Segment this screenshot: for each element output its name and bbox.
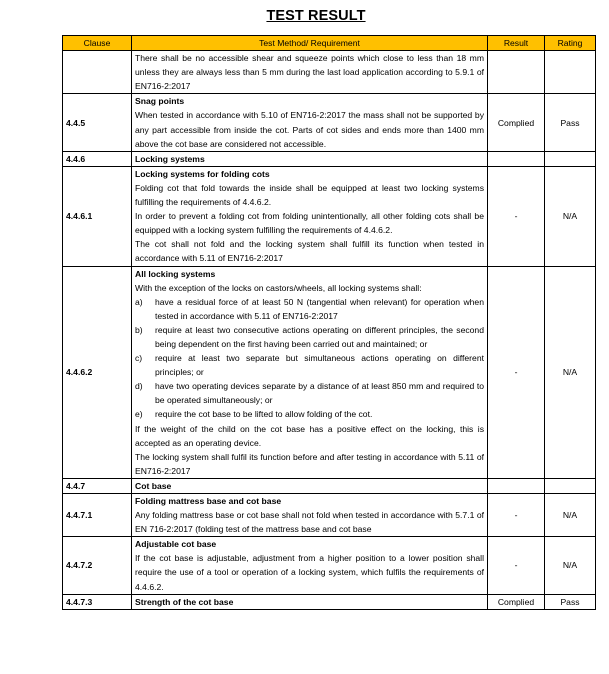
table-row xyxy=(63,478,596,493)
table-row xyxy=(63,494,596,537)
requirement-text: Any folding mattress base or cot base shall not fold when tested in accordance with 5.7.1 of EN 716-2:2017 (folding test of the mattress base and cot base xyxy=(135,510,484,535)
clause-header: Clause xyxy=(63,36,132,51)
requirement-heading: Folding mattress base and cot base xyxy=(135,496,282,506)
requirement-heading: All locking systems xyxy=(135,268,216,279)
result-cell: - xyxy=(488,494,545,537)
requirement-text: The locking system shall fulfil its function before and after testing in accordance with 5.11 of EN716-2:2017 xyxy=(135,451,484,476)
requirement-text: In order to prevent a folding cot from folding unintentionally, all other folding cots shall be equipped with a locking system fulfilling the requirements of 4.4.6.2. xyxy=(135,211,484,236)
table-row xyxy=(63,166,596,266)
requirement-heading: Adjustable cot base xyxy=(135,539,217,550)
requirement-cell xyxy=(132,494,488,537)
requirement-cell xyxy=(132,166,488,266)
requirement-cell xyxy=(132,478,488,493)
method-header: Test Method/ Requirement xyxy=(132,36,488,51)
clause-cell: 4.4.6.2 xyxy=(63,266,132,478)
list-item-text: have a residual force of at least 50 N (tangential when relevant) for operation when tested in accordance with 5.11 of EN716-2:2017 xyxy=(155,296,484,321)
rating-cell xyxy=(545,51,596,94)
clause-cell: 4.4.6 xyxy=(63,151,132,166)
requirement-cell xyxy=(132,537,488,594)
table-header-row xyxy=(63,36,596,51)
table-row xyxy=(63,51,596,94)
rating-cell: N/A xyxy=(545,494,596,537)
table-row xyxy=(63,94,596,151)
requirement-heading: Locking systems xyxy=(135,153,205,164)
table-row xyxy=(63,537,596,594)
requirement-heading: Locking systems for folding cots xyxy=(135,168,270,179)
rating-cell xyxy=(545,478,596,493)
rating-cell: N/A xyxy=(545,266,596,478)
rating-cell xyxy=(545,151,596,166)
list-item-text: require at least two consecutive actions operating on different principles, the second being dependent on the first having been carried out and maintained; or xyxy=(155,324,484,349)
list-marker: c) xyxy=(135,353,143,364)
list-item-text: require at least two separate but simultaneous actions operating on different principles; or xyxy=(155,353,484,378)
requirement-cell xyxy=(132,51,488,94)
requirement-cell xyxy=(132,594,488,609)
clause-cell: 4.4.5 xyxy=(63,94,132,151)
clause-cell: 4.4.7 xyxy=(63,478,132,493)
requirement-text: When tested in accordance with 5.10 of EN716-2:2017 the mass shall not be supported by any part accessible from inside the cot. Parts of cot sides and ends more than 1400 mm above the cot base are considered not accessible. xyxy=(135,110,484,149)
list-item xyxy=(135,323,484,351)
rating-cell: Pass xyxy=(545,594,596,609)
result-cell: - xyxy=(488,266,545,478)
rating-cell: Pass xyxy=(545,94,596,151)
table-row xyxy=(63,151,596,166)
requirement-cell xyxy=(132,151,488,166)
requirement-text: There shall be no accessible shear and squeeze points which close to less than 18 mm unless they are always less than 5 mm during the last load application according to 5.9.1 of EN716-2:2017 xyxy=(135,53,484,92)
list-marker: b) xyxy=(135,324,143,335)
list-item-text: have two operating devices separate by a distance of at least 850 mm and required to be operated simultaneously; or xyxy=(155,381,484,406)
requirement-text: If the weight of the child on the cot base has a positive effect on the locking, this is accepted as an operating device. xyxy=(135,423,484,448)
clause-cell: 4.4.7.3 xyxy=(63,594,132,609)
rating-cell: N/A xyxy=(545,166,596,266)
rating-cell: N/A xyxy=(545,537,596,594)
table-row xyxy=(63,266,596,478)
requirement-heading: Snag points xyxy=(135,96,185,107)
list-marker: e) xyxy=(135,409,143,420)
table-row xyxy=(63,594,596,609)
requirement-heading: Strength of the cot base xyxy=(135,596,234,607)
requirement-text: The cot shall not fold and the locking system shall fulfill its function when tested in accordance with 5.11 of EN716-2:2017 xyxy=(135,239,484,264)
clause-cell xyxy=(63,51,132,94)
rating-header: Rating xyxy=(545,36,596,51)
list-item xyxy=(135,379,484,407)
list-marker: a) xyxy=(135,296,143,307)
requirement-cell xyxy=(132,94,488,151)
result-cell: Complied xyxy=(488,594,545,609)
result-cell xyxy=(488,51,545,94)
list-item xyxy=(135,351,484,379)
list-item xyxy=(135,407,484,421)
clause-cell: 4.4.6.1 xyxy=(63,166,132,266)
clause-cell: 4.4.7.1 xyxy=(63,494,132,537)
requirement-intro: With the exception of the locks on castors/wheels, all locking systems shall: xyxy=(135,282,422,293)
list-marker: d) xyxy=(135,381,143,392)
list-item xyxy=(135,295,484,323)
result-cell xyxy=(488,478,545,493)
requirement-cell xyxy=(132,266,488,478)
requirement-text: If the cot base is adjustable, adjustment from a higher position to a lower position shall require the use of a tool or operation of a locking system, which fulfils the requirements of 4.4.6.2. xyxy=(135,553,484,592)
requirement-text: Folding cot that fold towards the inside shall be equipped at least two locking systems fulfilling the requirements of 4.4.6.2. xyxy=(135,182,484,208)
result-cell: Complied xyxy=(488,94,545,151)
result-cell: - xyxy=(488,166,545,266)
result-header: Result xyxy=(488,36,545,51)
requirement-heading: Cot base xyxy=(135,480,172,491)
result-cell: - xyxy=(488,537,545,594)
page-title: TEST RESULT xyxy=(266,8,366,24)
test-result-table xyxy=(62,35,596,610)
clause-cell: 4.4.7.2 xyxy=(63,537,132,594)
result-cell xyxy=(488,151,545,166)
list-item-text: require the cot base to be lifted to allow folding of the cot. xyxy=(155,409,373,420)
